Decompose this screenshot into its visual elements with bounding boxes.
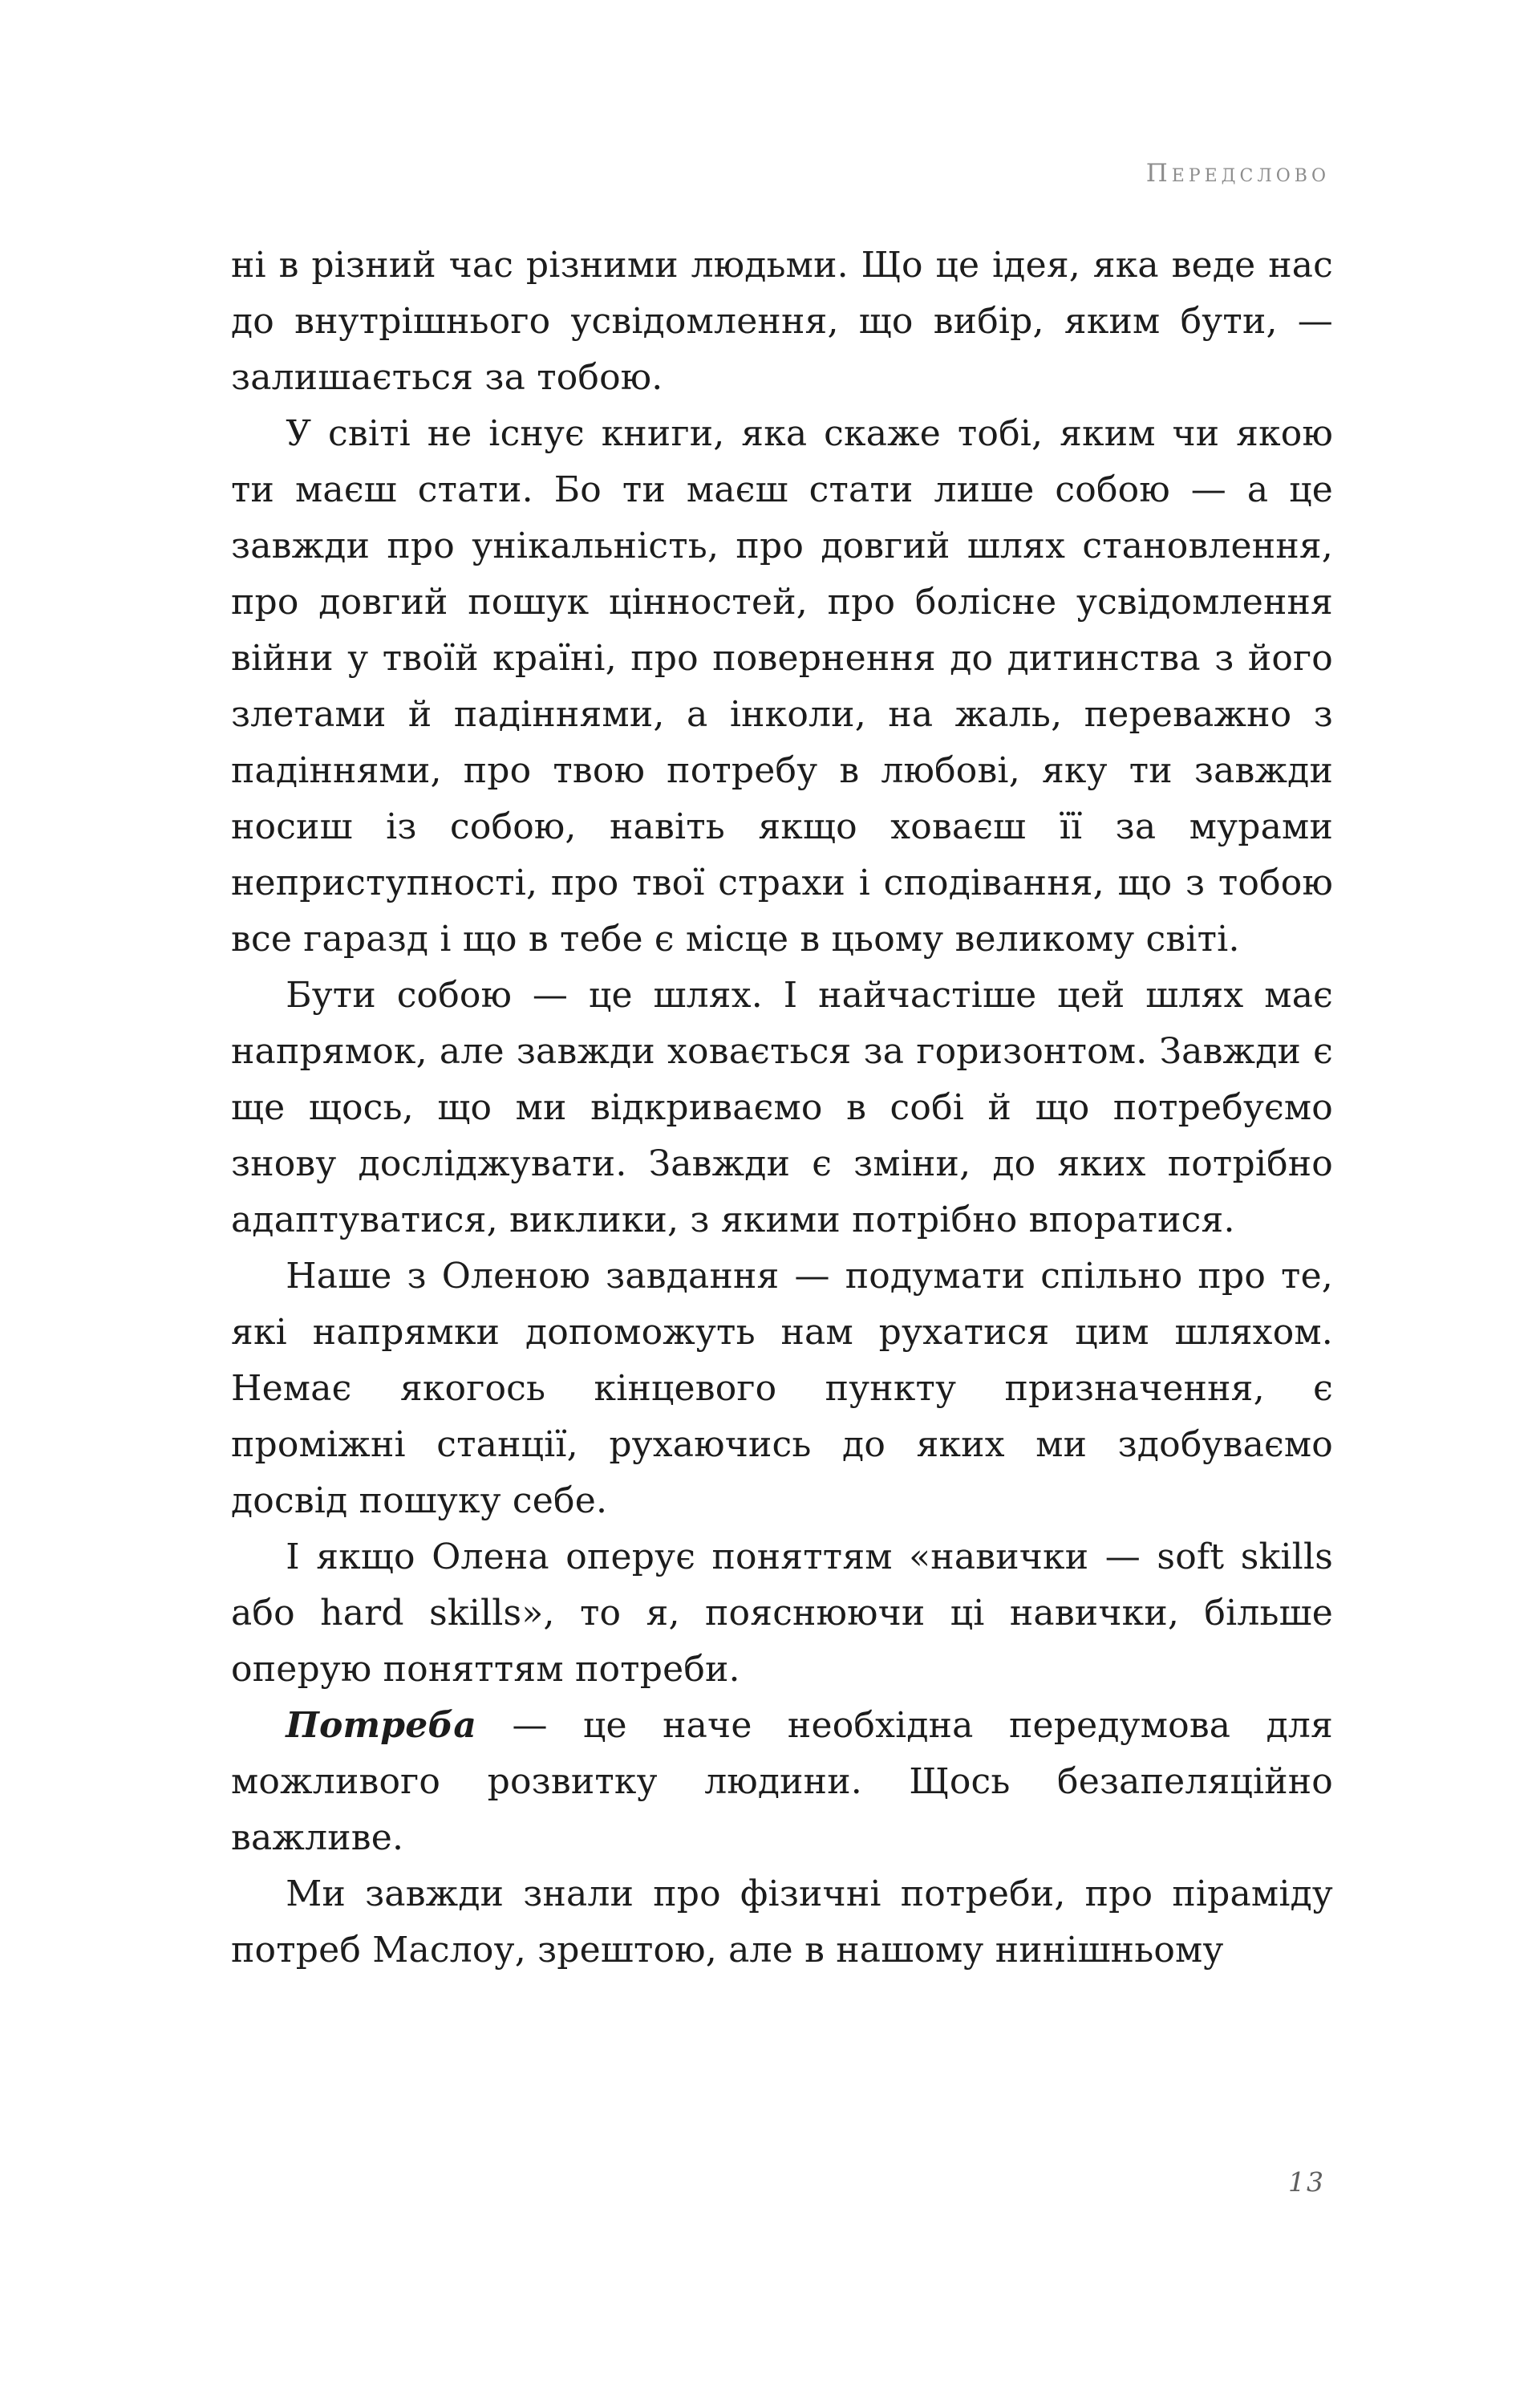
paragraph-text: Наше з Оленою завдання — подумати спільно про те, які напрямки допоможуть нам рухатися цим шляхом. Немає якогось кінцевого пункту призначення, є проміжні станції, рухаючись до яких ми здобуваємо досвід пошуку себе. [231,1256,1333,1521]
page-number: 13 [1288,2166,1325,2198]
paragraph-text: ні в різний час різними людьми. Що це ідея, яка веде нас до внутрішнього усвідомлення, що вибір, яким бути, — залишається за тобою. [231,245,1333,398]
paragraph [231,968,1333,1248]
paragraph [231,1698,1333,1866]
paragraph-text: Бути собою — це шлях. І найчастіше цей шлях має напрямок, але завжди ховається за горизонтом. Завжди є ще щось, що ми відкриваємо в собі й що потребуємо знову досліджувати. Завжди є зміни, до яких потрібно адаптуватися, виклики, з якими потрібно впоратися. [231,975,1333,1240]
paragraph [231,1529,1333,1698]
running-head: Передслово [1145,159,1330,188]
paragraph-text: — це наче необхідна передумова для можливого розвитку людини. Щось безапеляційно важливе. [231,1705,1333,1858]
paragraph [231,406,1333,968]
paragraph-text: Ми завжди знали про фізичні потреби, про піраміду потреб Маслоу, зрештою, але в нашому нинішньому [231,1873,1333,1971]
paragraph [231,1866,1333,1979]
paragraph [231,237,1333,406]
paragraph-text: У світі не існує книги, яка скаже тобі, яким чи якою ти маєш стати. Бо ти маєш стати лише собою — а це завжди про унікальність, про довгий шлях становлення, про довгий пошук цінностей, про болісне усвідомлення війни у твоїй країні, про повернення до дитинства з його злетами й падіннями, а інколи, на жаль, переважно з падіннями, про твою потребу в любові, яку ти завжди носиш із собою, навіть якщо ховаєш її за мурами неприступності, про твої страхи і сподівання, що з тобою все гаразд і що в тебе є місце в цьому великому світі. [231,413,1333,960]
paragraph-text: І якщо Олена оперує поняттям «навички — soft skills або hard skills», то я, пояснюючи ці навички, більше оперую поняттям потреби. [231,1536,1333,1690]
paragraph [231,1248,1333,1529]
term-potreba: Потреба [286,1705,477,1746]
text-block [231,237,1333,1979]
